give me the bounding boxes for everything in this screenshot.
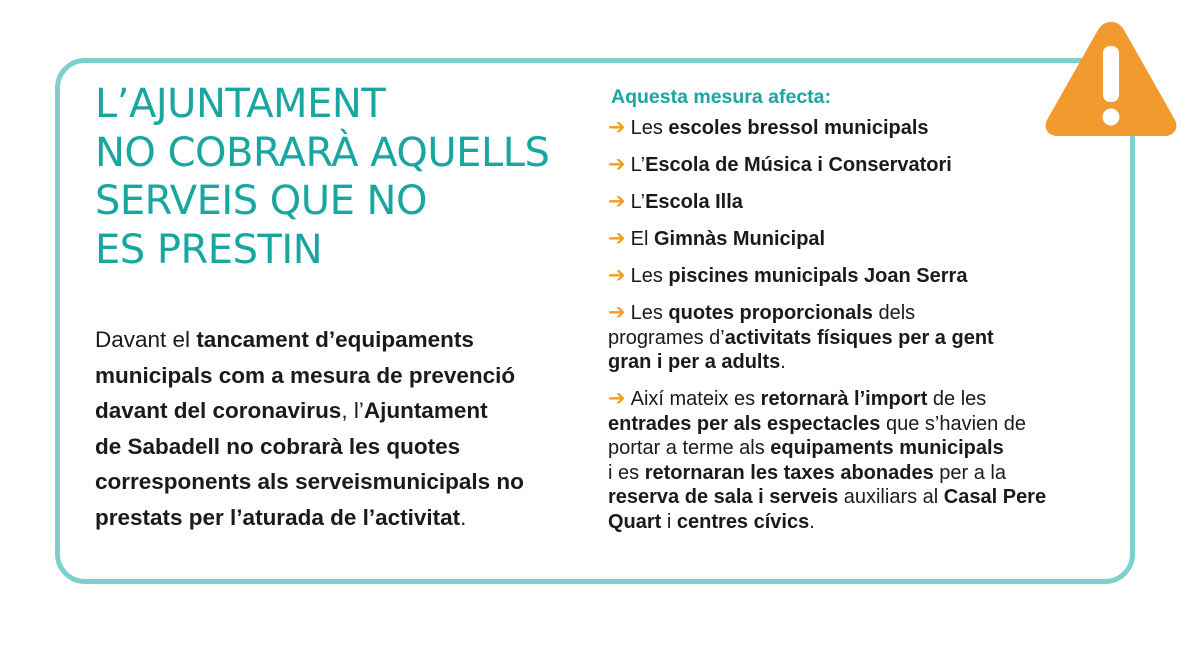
arrow-right-icon: ➔ <box>608 116 626 139</box>
list-item: ➔ L’Escola Illa <box>608 190 743 213</box>
headline-line: ES PRESTIN <box>95 226 323 273</box>
list-item: ➔ Les escoles bressol municipals <box>608 116 929 139</box>
list-item: ➔ Les piscines municipals Joan Serra <box>608 264 968 287</box>
affects-heading: Aquesta mesura afecta: <box>611 86 832 108</box>
headline-line: NO COBRARÀ AQUELLS <box>95 129 550 176</box>
headline-line: SERVEIS QUE NO <box>95 178 427 224</box>
intro-paragraph: Davant el tancament d’equipaments municipals com a mesura de prevenció davant del coronavirus, l’Ajuntament de Sabadell no cobrarà les quotes corresponents als serveismunicipals no prestats per l’aturada de l’activitat. <box>95 327 524 530</box>
arrow-right-icon: ➔ <box>608 301 626 324</box>
list-item: ➔ El Gimnàs Municipal <box>608 227 826 250</box>
affects-section <box>608 84 1128 547</box>
headline <box>95 80 549 274</box>
list-item: ➔ Així mateix es retornarà l’import de les entrades per als espectacles que s’havien de portar a terme als equipaments municipals i es retornaran les taxes abonades per a la reserva de sala i serveis auxiliars al Casal Pere Quart i centres cívics. <box>608 387 1047 533</box>
list-item: ➔ L’Escola de Música i Conservatori <box>608 153 952 176</box>
list-item: ➔ Les quotes proporcionals dels programes d’activitats físiques per a gent gran i per a adults. <box>608 301 994 373</box>
affects-list <box>608 116 1128 534</box>
headline-line: L’AJUNTAMENT <box>95 81 386 127</box>
arrow-right-icon: ➔ <box>608 190 626 213</box>
arrow-right-icon: ➔ <box>608 264 626 287</box>
arrow-right-icon: ➔ <box>608 153 626 176</box>
arrow-right-icon: ➔ <box>608 227 626 250</box>
arrow-right-icon: ➔ <box>608 387 626 410</box>
